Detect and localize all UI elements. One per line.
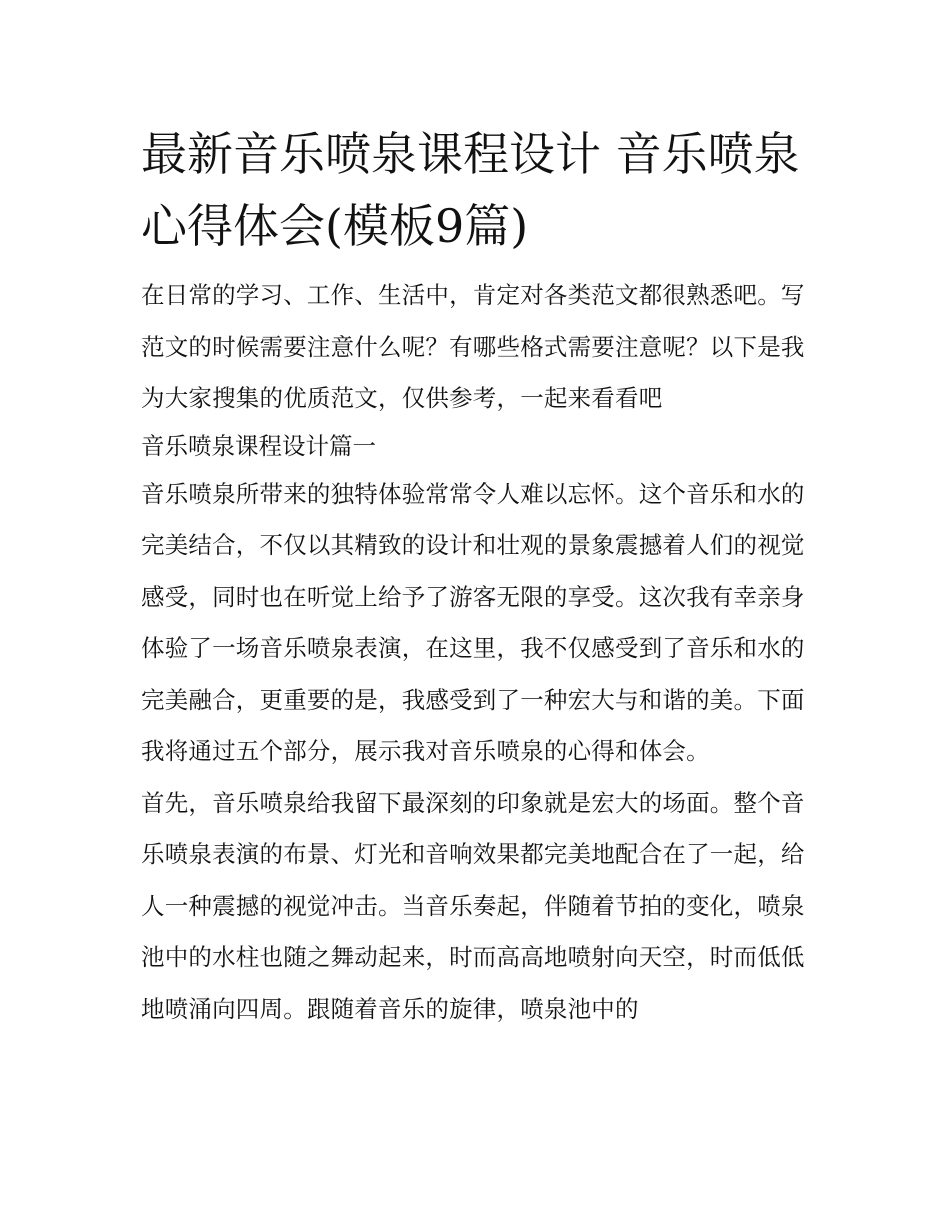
section-heading: 音乐喷泉课程设计篇一 (141, 431, 376, 460)
body-paragraph-2: 首先，音乐喷泉给我留下最深刻的印象就是宏大的场面。整个音乐喷泉表演的布景、灯光和音响效果都完美地配合在了一起，给人一种震撼的视觉冲击。当音乐奏起，伴随着节拍的变化，喷泉池中的水柱也随之舞动起来，时而高高地喷射向天空，时而低低地喷涌向四周。跟随着音乐的旋律，喷泉池中的 (141, 788, 805, 1023)
body-paragraph-1: 音乐喷泉所带来的独特体验常常令人难以忘怀。这个音乐和水的完美结合，不仅以其精致的设计和壮观的景象震撼着人们的视觉感受，同时也在听觉上给予了游客无限的享受。这次我有幸亲身体验了一场音乐喷泉表演，在这里，我不仅感受到了音乐和水的完美融合，更重要的是，我感受到了一种宏大与和谐的美。下面我将通过五个部分，展示我对音乐喷泉的心得和体会。 (141, 479, 805, 765)
document-title: 最新音乐喷泉课程设计 音乐喷泉心得体会(模板9篇) (141, 127, 800, 253)
intro-paragraph: 在日常的学习、工作、生活中，肯定对各类范文都很熟悉吧。写范文的时候需要注意什么呢？有哪些格式需要注意呢？以下是我为大家搜集的优质范文，仅供参考，一起来看看吧 (141, 281, 805, 412)
document-body (141, 118, 813, 1035)
